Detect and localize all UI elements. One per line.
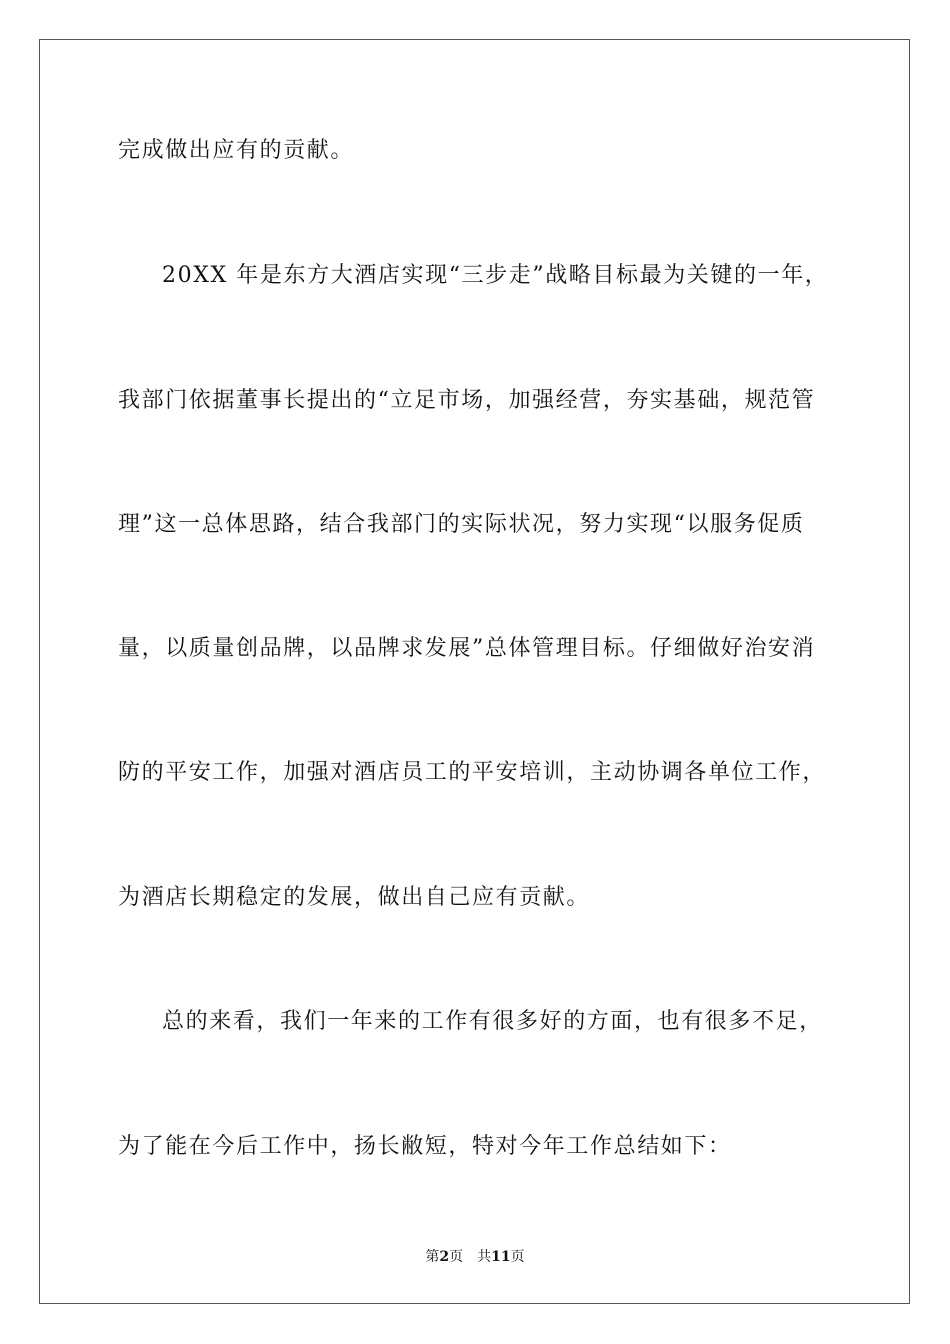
body-line-5: 量，以质量创品牌，以品牌求发展”总体管理目标。仔细做好治安消 (118, 636, 816, 661)
body-line-6: 防的平安工作，加强对酒店员工的平安培训，主动协调各单位工作， (118, 760, 827, 785)
body-line-4: 理”这一总体思路，结合我部门的实际状况，努力实现“以服务促质 (118, 512, 805, 537)
body-line-3: 我部门依据董事长提出的“立足市场，加强经营，夯实基础，规范管 (118, 388, 816, 413)
footer-page-prefix: 第 (425, 1249, 440, 1265)
page-border (39, 39, 910, 1304)
footer-total-prefix: 共 (477, 1249, 492, 1265)
footer-total-suffix: 页 (510, 1249, 525, 1265)
footer-page-number: 2 (439, 1249, 450, 1265)
body-line-1: 完成做出应有的贡献。 (118, 138, 355, 163)
footer-page-suffix: 页 (449, 1249, 464, 1265)
body-line-8: 总的来看，我们一年来的工作有很多好的方面，也有很多不足， (162, 1009, 823, 1034)
footer-total-pages: 11 (491, 1249, 511, 1265)
page-footer (0, 1248, 950, 1266)
body-line-7: 为酒店长期稳定的发展，做出自己应有贡献。 (118, 885, 591, 910)
body-line-2: 20XX 年是东方大酒店实现“三步走”战略目标最为关键的一年， (162, 263, 829, 288)
body-line-9: 为了能在今后工作中，扬长敝短，特对今年工作总结如下： (118, 1134, 732, 1159)
